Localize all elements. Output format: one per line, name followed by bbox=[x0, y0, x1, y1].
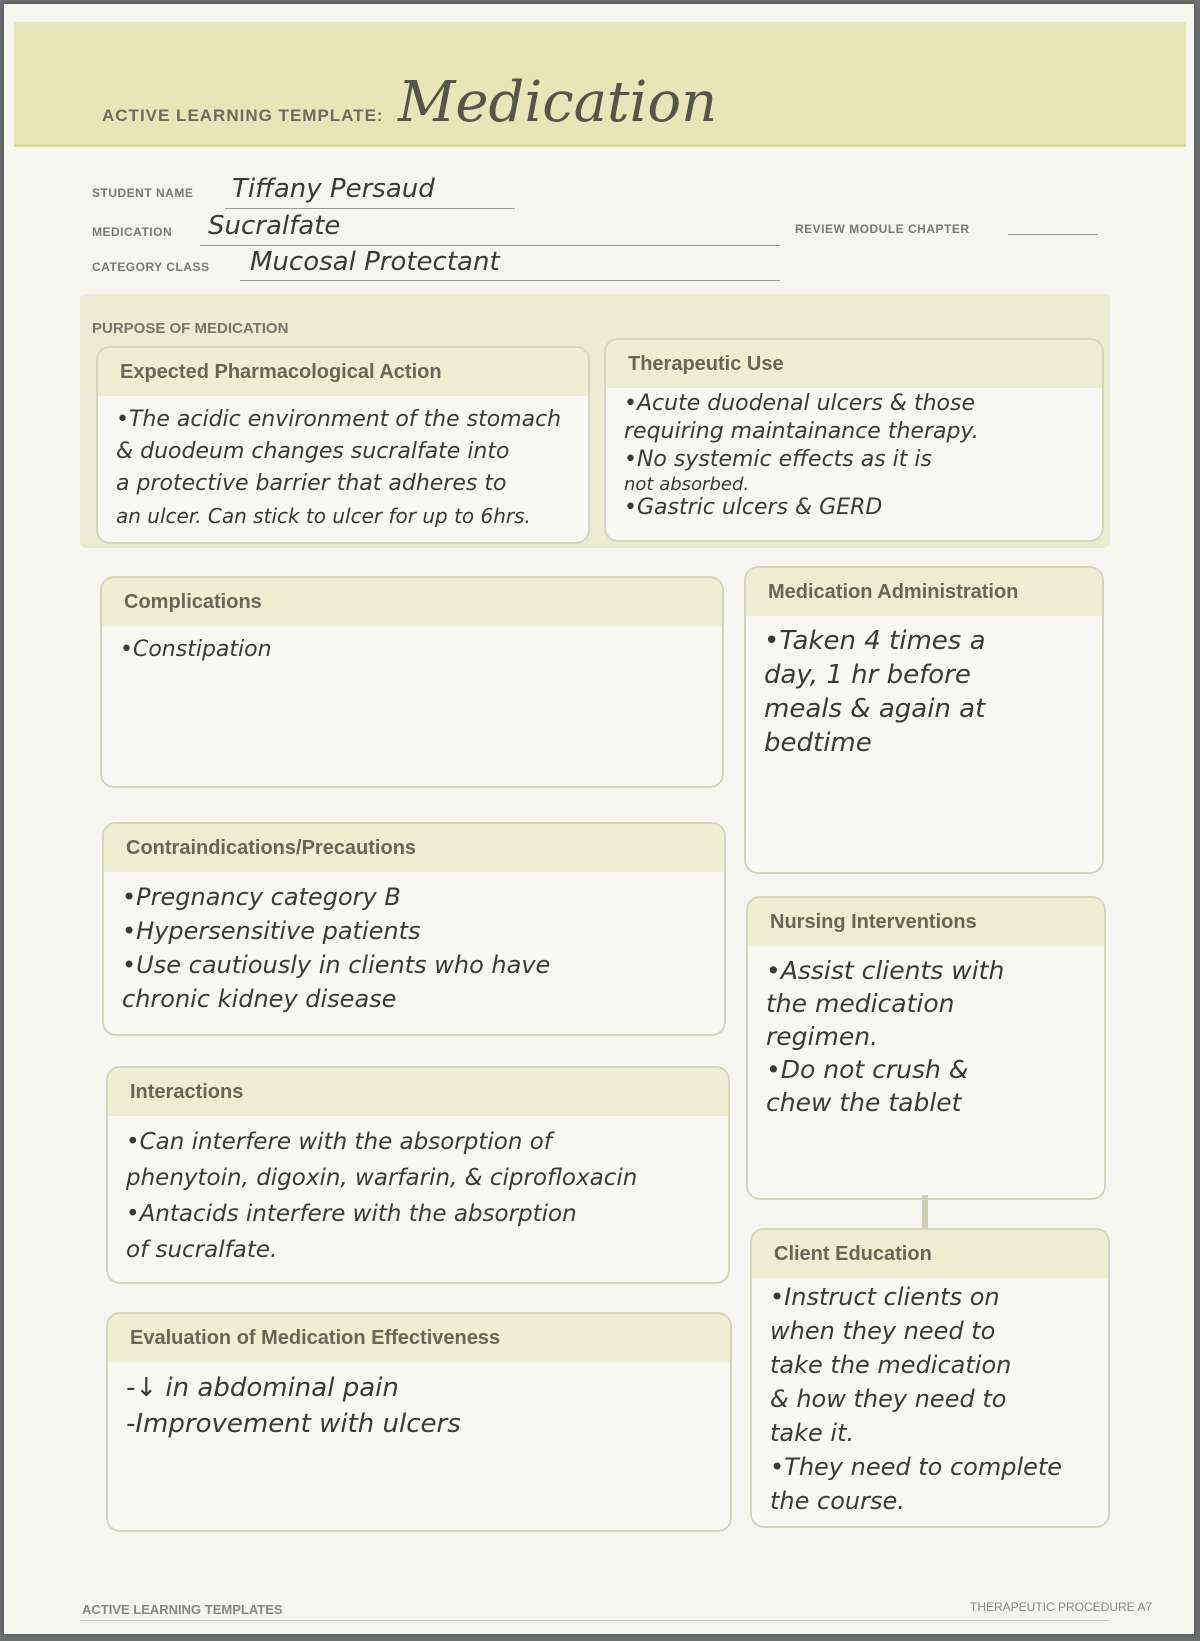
evaluation-line: -Improvement with ulcers bbox=[126, 1409, 461, 1439]
expected-action-line: an ulcer. Can stick to ulcer for up to 6hrs. bbox=[116, 504, 531, 528]
review-module-label: REVIEW MODULE CHAPTER bbox=[795, 222, 970, 236]
therapeutic-use-line: not absorbed. bbox=[624, 474, 750, 495]
therapeutic-use-title: Therapeutic Use bbox=[606, 340, 1102, 388]
footer-left-text: ACTIVE LEARNING TEMPLATES bbox=[82, 1602, 283, 1617]
education-line: •Instruct clients on bbox=[770, 1283, 1000, 1311]
complications-title: Complications bbox=[102, 578, 722, 626]
therapeutic-use-box bbox=[604, 338, 1104, 542]
category-class-value: Mucosal Protectant bbox=[250, 247, 500, 277]
expected-action-box bbox=[96, 346, 590, 544]
education-line: & how they need to bbox=[770, 1385, 1007, 1413]
template-label: ACTIVE LEARNING TEMPLATE: bbox=[102, 106, 384, 125]
interactions-line: of sucralfate. bbox=[126, 1237, 278, 1263]
complications-box bbox=[100, 576, 724, 788]
student-name-line bbox=[225, 208, 515, 209]
therapeutic-use-line: •Gastric ulcers & GERD bbox=[624, 495, 883, 520]
complications-line: •Constipation bbox=[120, 637, 272, 662]
contraindications-line: •Pregnancy category B bbox=[122, 883, 401, 911]
interactions-box bbox=[106, 1066, 730, 1284]
category-class-label: CATEGORY CLASS bbox=[92, 260, 210, 274]
nursing-interventions-box bbox=[746, 896, 1106, 1200]
medication-label: MEDICATION bbox=[92, 225, 173, 239]
administration-line: meals & again at bbox=[764, 694, 986, 724]
interactions-line: •Can interfere with the absorption of bbox=[126, 1129, 552, 1155]
contraindications-line: •Hypersensitive patients bbox=[122, 917, 421, 945]
therapeutic-use-line: •Acute duodenal ulcers & those bbox=[624, 391, 975, 416]
interactions-title: Interactions bbox=[108, 1068, 728, 1116]
therapeutic-use-line: requiring maintainance therapy. bbox=[624, 419, 979, 444]
expected-action-line: a protective barrier that adheres to bbox=[116, 471, 507, 496]
education-line: take the medication bbox=[770, 1351, 1012, 1379]
nursing-line: chew the tablet bbox=[766, 1088, 962, 1117]
nursing-line: •Do not crush & bbox=[766, 1055, 969, 1084]
page-title: Medication bbox=[398, 70, 718, 135]
contraindications-line: chronic kidney disease bbox=[122, 985, 397, 1013]
medication-line bbox=[200, 245, 780, 246]
medication-administration-box bbox=[744, 566, 1104, 874]
footer-rule bbox=[80, 1620, 1110, 1621]
client-education-box bbox=[750, 1228, 1110, 1528]
expected-action-line: •The acidic environment of the stomach bbox=[116, 407, 562, 432]
therapeutic-use-line: •No systemic effects as it is bbox=[624, 447, 932, 472]
evaluation-title: Evaluation of Medication Effectiveness bbox=[108, 1314, 730, 1362]
education-line: the course. bbox=[770, 1487, 905, 1515]
education-line: take it. bbox=[770, 1419, 855, 1447]
contraindications-line: •Use cautiously in clients who have bbox=[122, 951, 551, 979]
medication-value: Sucralfate bbox=[208, 211, 341, 241]
student-name-label: STUDENT NAME bbox=[92, 186, 194, 200]
administration-line: •Taken 4 times a bbox=[764, 626, 986, 656]
expected-action-title: Expected Pharmacological Action bbox=[98, 348, 588, 396]
administration-line: day, 1 hr before bbox=[764, 660, 971, 690]
review-module-line bbox=[1008, 234, 1098, 235]
student-name-value: Tiffany Persaud bbox=[232, 174, 435, 204]
nursing-line: regimen. bbox=[766, 1022, 878, 1051]
category-class-line bbox=[240, 280, 780, 281]
education-line: •They need to complete bbox=[770, 1453, 1063, 1481]
footer-right-text: THERAPEUTIC PROCEDURE A7 bbox=[970, 1600, 1153, 1614]
nursing-line: the medication bbox=[766, 989, 955, 1018]
interactions-line: •Antacids interfere with the absorption bbox=[126, 1201, 577, 1227]
purpose-label: PURPOSE OF MEDICATION bbox=[92, 320, 289, 337]
nursing-line: •Assist clients with bbox=[766, 956, 1005, 985]
evaluation-line: -↓ in abdominal pain bbox=[126, 1373, 399, 1403]
connector-line bbox=[922, 1195, 928, 1230]
medication-administration-title: Medication Administration bbox=[746, 568, 1102, 616]
contraindications-title: Contraindications/Precautions bbox=[104, 824, 724, 872]
expected-action-line: & duodeum changes sucralfate into bbox=[116, 439, 510, 464]
interactions-line: phenytoin, digoxin, warfarin, & ciprofloxacin bbox=[126, 1165, 638, 1191]
client-education-title: Client Education bbox=[752, 1230, 1108, 1278]
administration-line: bedtime bbox=[764, 728, 872, 758]
education-line: when they need to bbox=[770, 1317, 996, 1345]
evaluation-box bbox=[106, 1312, 732, 1532]
nursing-interventions-title: Nursing Interventions bbox=[748, 898, 1104, 946]
contraindications-box bbox=[102, 822, 726, 1036]
